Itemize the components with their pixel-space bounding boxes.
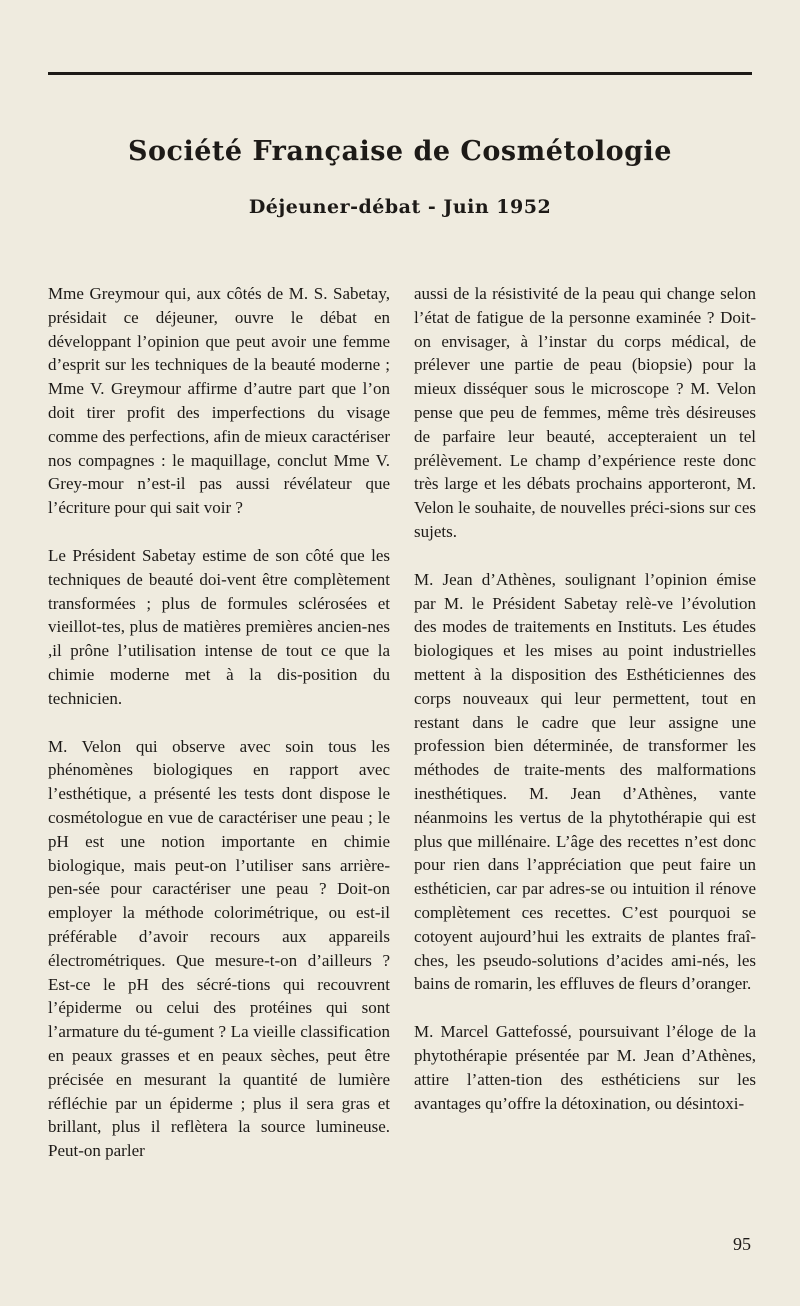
left-column [48,282,390,1187]
paragraph: Mme Greymour qui, aux côtés de M. S. Sabetay, présidait ce déjeuner, ouvre le débat en développant l’opinion que peut avoir une femme d’esprit sur les techniques de la beauté moderne ; Mme V. Greymour affirme d’autre part que l’on doit tirer profit des imperfections du visage comme des perfections, afin de mieux caractériser nos compagnes : le maquillage, conclut Mme V. Grey-mour n’est-il pas aussi révélateur que l’écriture pour qui sait voir ? [48,284,390,518]
paragraph: M. Marcel Gattefossé, poursuivant l’éloge de la phytothérapie présentée par M. Jean d’Athènes, attire l’atten-tion des esthéticiens sur les avantages qu’offre la détoxination, ou désintoxi- [414,1022,756,1113]
top-rule [48,72,752,75]
paragraph: Le Président Sabetay estime de son côté que les techniques de beauté doi-vent être complètement transformées ; plus de formules sclérosées et vieillot-tes, plus de matières premières ancien-nes ,il prône l’utilisation intense de tout ce que la chimie moderne met à la dis-position du technicien. [48,545,390,708]
paragraph: aussi de la résistivité de la peau qui change selon l’état de fatigue de la personne examinée ? Doit-on envisager, à l’instar du corps médical, de prélever une partie de peau (biopsie) pour la mieux disséquer sous le microscope ? M. Velon pense que peu de femmes, même très désireuses de parfaire leur beauté, accepteraient un tel prélèvement. Le champ d’expérience reste donc très large et les débats prochains apporteront, M. Velon le souhaite, de nouvelles préci-sions sur ces sujets. [414,284,756,541]
right-column [414,282,756,1139]
paragraph: M. Velon qui observe avec soin tous les phénomènes biologiques en rapport avec l’esthétique, a présenté les tests dont dispose le cosmétologue en vue de caractériser une peau ; le pH est une notion importante en chimie biologique, mais peut-on l’utiliser sans arrière-pen-sée pour caractériser une peau ? Doit-on employer la méthode colorimétrique, ou est-il préférable d’avoir recours aux appareils électrométriques. Que mesure-t-on d’ailleurs ? Est-ce le pH des sécré-tions qui recouvrent l’épiderme ou celui des protéines qui sont l’armature du té-gument ? La vieille classification en peaux grasses et en peaux sèches, peut être précisée en mesurant la quantité de lumière réfléchie par un épiderme ; plus il sera gras et brillant, plus il reflètera la source lumineuse. Peut-on parler [48,736,390,1161]
page-title: Société Française de Cosmétologie [128,136,672,167]
page-subtitle: Déjeuner-débat - Juin 1952 [248,196,552,218]
page-number: 95 [733,1234,751,1254]
paragraph: M. Jean d’Athènes, soulignant l’opinion émise par M. le Président Sabetay relè-ve l’évolution des modes de traitements en Instituts. Les études biologiques et les mises au point industrielles mettent à la disposition des Esthéticiennes des corps nouveaux qui leur permettent, tout en restant dans le cadre que leur assigne une profession bien déterminée, de transformer les méthodes de traite-ments des malformations inesthétiques. M. Jean d’Athènes, vante néanmoins les vertus de la phytothérapie qui est plus que millénaire. L’âge des recettes n’est donc pour rien dans l’appréciation que peut faire un esthéticien, car par adres-se ou intuition il rénove complètement ces recettes. C’est pourquoi se cotoyent aujourd’hui les extraits de plantes fraî-ches, les pseudo-solutions d’acides ami-nés, les bains de romarin, les effluves de fleurs d’oranger. [414,569,756,994]
